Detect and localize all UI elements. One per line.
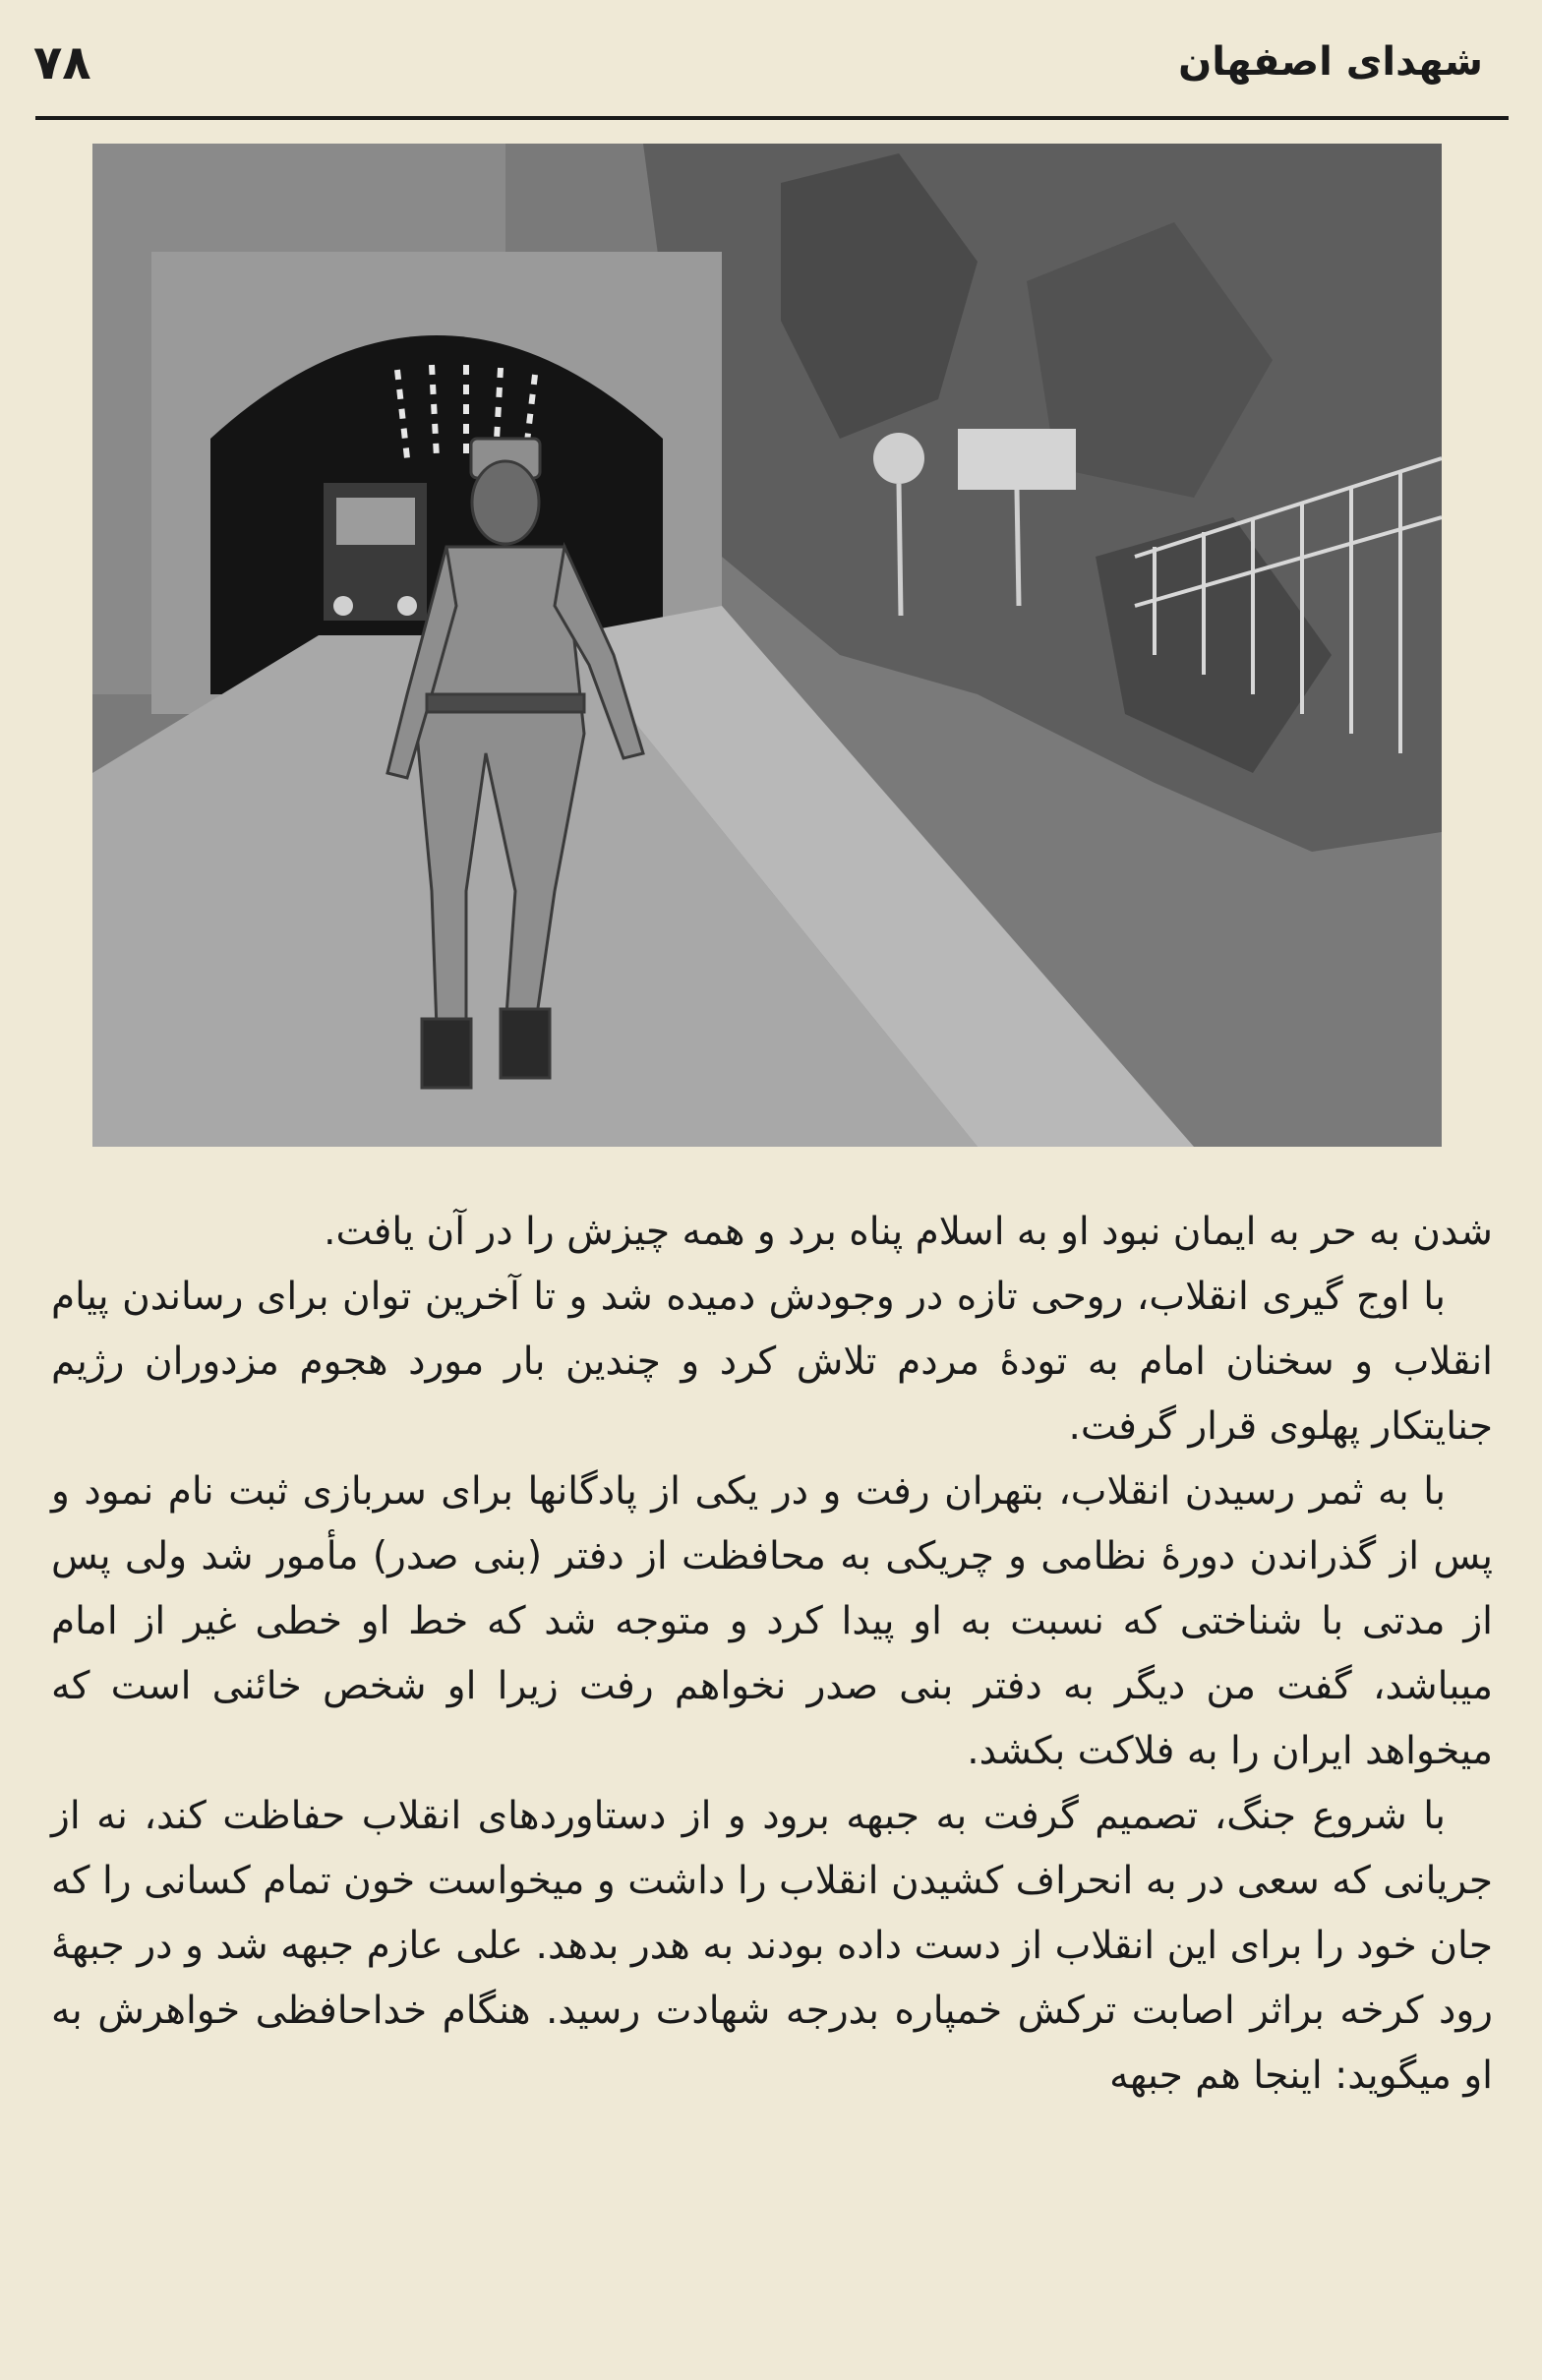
photograph-soldier-at-tunnel [92, 144, 1442, 1147]
paragraph-1: شدن به حر به ایمان نبود او به اسلام پناه برد و همه چیزش را در آن یافت. [324, 1210, 1493, 1254]
photo-illustration [92, 144, 1442, 1147]
paragraph-4: با شروع جنگ، تصمیم گرفت به جبهه برود و از دستاوردهای انقلاب حفاظت کند، نه از جریانی که سعی در به انحراف کشیدن انقلاب را داشت و میخواست خون تمام کسانی را که جان خود را برای این انقلاب از دست داده بودند به هدر بدهد. علی عازم جبهه شد و در جبههٔ رود کرخه براثر اصابت ترکش خمپاره بدرجه شهادت رسید. هنگام خداحافظی خواهرش به او میگوید: اینجا هم جبهه [51, 1794, 1493, 2098]
paragraph-3: با به ثمر رسیدن انقلاب، بتهران رفت و در یکی از پادگانها برای سربازی ثبت نام نمود و پس از گذراندن دورهٔ نظامی و چریکی به محافظت از دفتر (بنی صدر) مأمور شد ولی پس از مدتی با شناختی که نسبت به او پیدا کرد و متوجه شد که خط او خطی غیر از امام میباشد، گفت من دیگر به دفتر بنی صدر نخواهم رفت زیرا او شخص خائنی است که میخواهد ایران را به فلاکت بکشد. [51, 1469, 1493, 1773]
header-rule [35, 116, 1509, 120]
paragraph-2: با اوج گیری انقلاب، روحی تازه در وجودش دمیده شد و تا آخرین توان برای رساندن پیام انقلاب و سخنان امام به تودهٔ مردم تلاش کرد و چندین بار مورد هجوم مزدوران رژیم جنایتکار پهلوی قرار گرفت. [51, 1275, 1493, 1449]
running-header-title: شهدای اصفهان [1178, 39, 1483, 85]
body-text [51, 1200, 1493, 2109]
page-number: ۷۸ [33, 35, 91, 90]
